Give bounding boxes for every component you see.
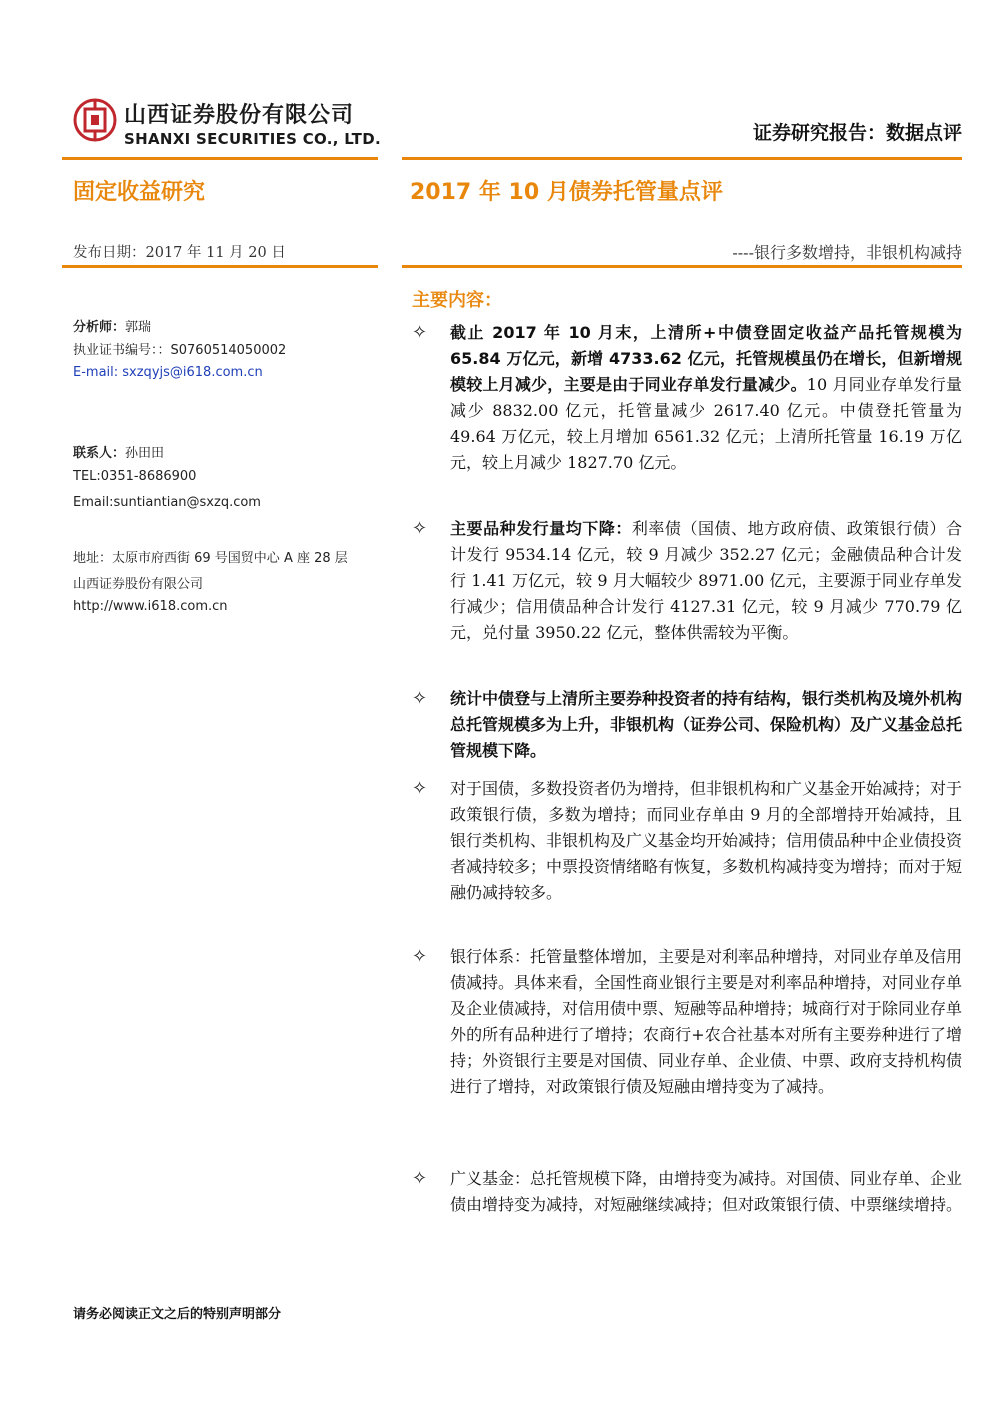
contact-email-link[interactable]: Email:suntiantian@sxzq.com — [73, 495, 261, 510]
analyst-email-link[interactable]: E-mail: sxzqyjs@i618.com.cn — [73, 365, 263, 380]
analyst-line — [73, 316, 151, 335]
report-subtitle: ----银行多数增持，非银机构减持 — [732, 243, 962, 262]
content-heading: 主要内容： — [412, 290, 502, 311]
bullet-text: 10 月同业存单发行量减少 8832.00 亿元，托管量减少 2617.40 亿元。中债登托管量为 49.64 万亿元，较上月增加 6561.32 亿元；上清所托管量 16.19 万亿元，较上月减少 1827.70 亿元。 — [450, 375, 962, 472]
bullet-6 — [410, 1166, 962, 1218]
bullet-marker-icon: ✧ — [412, 946, 428, 967]
title-rule-left — [62, 265, 378, 268]
section-title: 固定收益研究 — [73, 180, 206, 205]
contact-tel: TEL:0351-8686900 — [73, 469, 197, 484]
cert-line — [73, 339, 286, 358]
title-rule-right — [402, 265, 962, 268]
contact-name: 孙田田 — [125, 446, 165, 461]
bullet-bold: 截止 2017 年 10 月末，上清所+中债登固定收益产品托管规模为 65.84 万亿元，新增 4733.62 亿元，托管规模虽仍在增长，但新增规模较上月减少，主要是由于同业存单发行量减少。 — [450, 323, 962, 394]
analyst-label: 分析师： — [73, 320, 126, 335]
bullet-text: 对于国债，多数投资者仍为增持，但非银机构和广义基金开始减持；对于政策银行债，多数为增持；而同业存单由 9 月的全部增持开始减持，且银行类机构、非银机构及广义基金均开始减持；信用债品种中企业债投资者减持较多；中票投资情绪略有恢复，多数机构减持变为增持；而对于短融仍减持较多。 — [450, 779, 963, 902]
bullet-3 — [410, 686, 962, 764]
bullet-text: 广义基金：总托管规模下降，由增持变为减持。对国债、同业存单、企业债由增持变为减持，对短融继续减持；但对政策银行债、中票继续增持。 — [450, 1169, 963, 1214]
bullet-marker-icon: ✧ — [412, 518, 428, 539]
bullet-bold: 主要品种发行量均下降： — [450, 519, 632, 538]
bullet-text: 银行体系：托管量整体增加，主要是对利率品种增持，对同业存单及信用债减持。具体来看，全国性商业银行主要是对利率品种增持，对同业存单及企业债减持，对信用债中票、短融等品种增持；城商行对于除同业存单外的所有品种进行了增持；农商行+农合社基本对所有主要券种进行了增持；外资银行主要是对国债、同业存单、企业债、中票、政府支持机构债进行了增持，对政策银行债及短融由增持变为了减持。 — [450, 947, 963, 1096]
bullet-bold: 统计中债登与上清所主要券种投资者的持有结构，银行类机构及境外机构总托管规模多为上升，非银机构（证券公司、保险机构）及广义基金总托管规模下降。 — [450, 689, 963, 760]
contact-label: 联系人： — [73, 446, 126, 461]
bullet-marker-icon: ✧ — [412, 1168, 428, 1189]
shanxi-securities-seal-icon — [73, 98, 117, 142]
cert-value: ：S0760514050002 — [157, 343, 287, 358]
cert-label: 执业证书编号： — [73, 343, 158, 358]
bullet-marker-icon: ✧ — [412, 778, 428, 799]
bullet-1 — [410, 320, 962, 476]
report-title: 2017 年 10 月债券托管量点评 — [410, 180, 723, 205]
header-rule-right — [402, 157, 962, 160]
bullet-4 — [410, 776, 962, 906]
bullet-5 — [410, 944, 962, 1100]
analyst-name: 郭瑞 — [125, 320, 152, 335]
publish-date: 发布日期：2017 年 11 月 20 日 — [73, 245, 286, 261]
company-name-cn: 山西证券股份有限公司 — [124, 103, 355, 128]
header-rule-left — [62, 157, 378, 160]
company-website-link[interactable]: http://www.i618.com.cn — [73, 599, 228, 614]
bullet-text: 利率债（国债、地方政府债、政策银行债）合计发行 9534.14 亿元，较 9 月减少 352.27 亿元；金融债品种合计发行 1.41 万亿元，较 9 月大幅较少 8971.00 亿元，主要源于同业存单发行减少；信用债品种合计发行 4127.31 亿元，较 9 月减少 770.79 亿元，兑付量 3950.22 亿元，整体供需较为平衡。 — [450, 519, 962, 642]
company-name-en: SHANXI SECURITIES CO., LTD. — [124, 130, 381, 148]
bullet-2 — [410, 516, 962, 646]
contact-line — [73, 442, 164, 461]
company-address: 地址：太原市府西街 69 号国贸中心 A 座 28 层 — [73, 551, 348, 566]
bullet-marker-icon: ✧ — [412, 322, 428, 343]
report-type: 证券研究报告：数据点评 — [752, 122, 962, 144]
disclaimer-footer: 请务必阅读正文之后的特别声明部分 — [73, 1307, 282, 1322]
company-name-sidebar: 山西证券股份有限公司 — [73, 577, 204, 592]
bullet-marker-icon: ✧ — [412, 688, 428, 709]
